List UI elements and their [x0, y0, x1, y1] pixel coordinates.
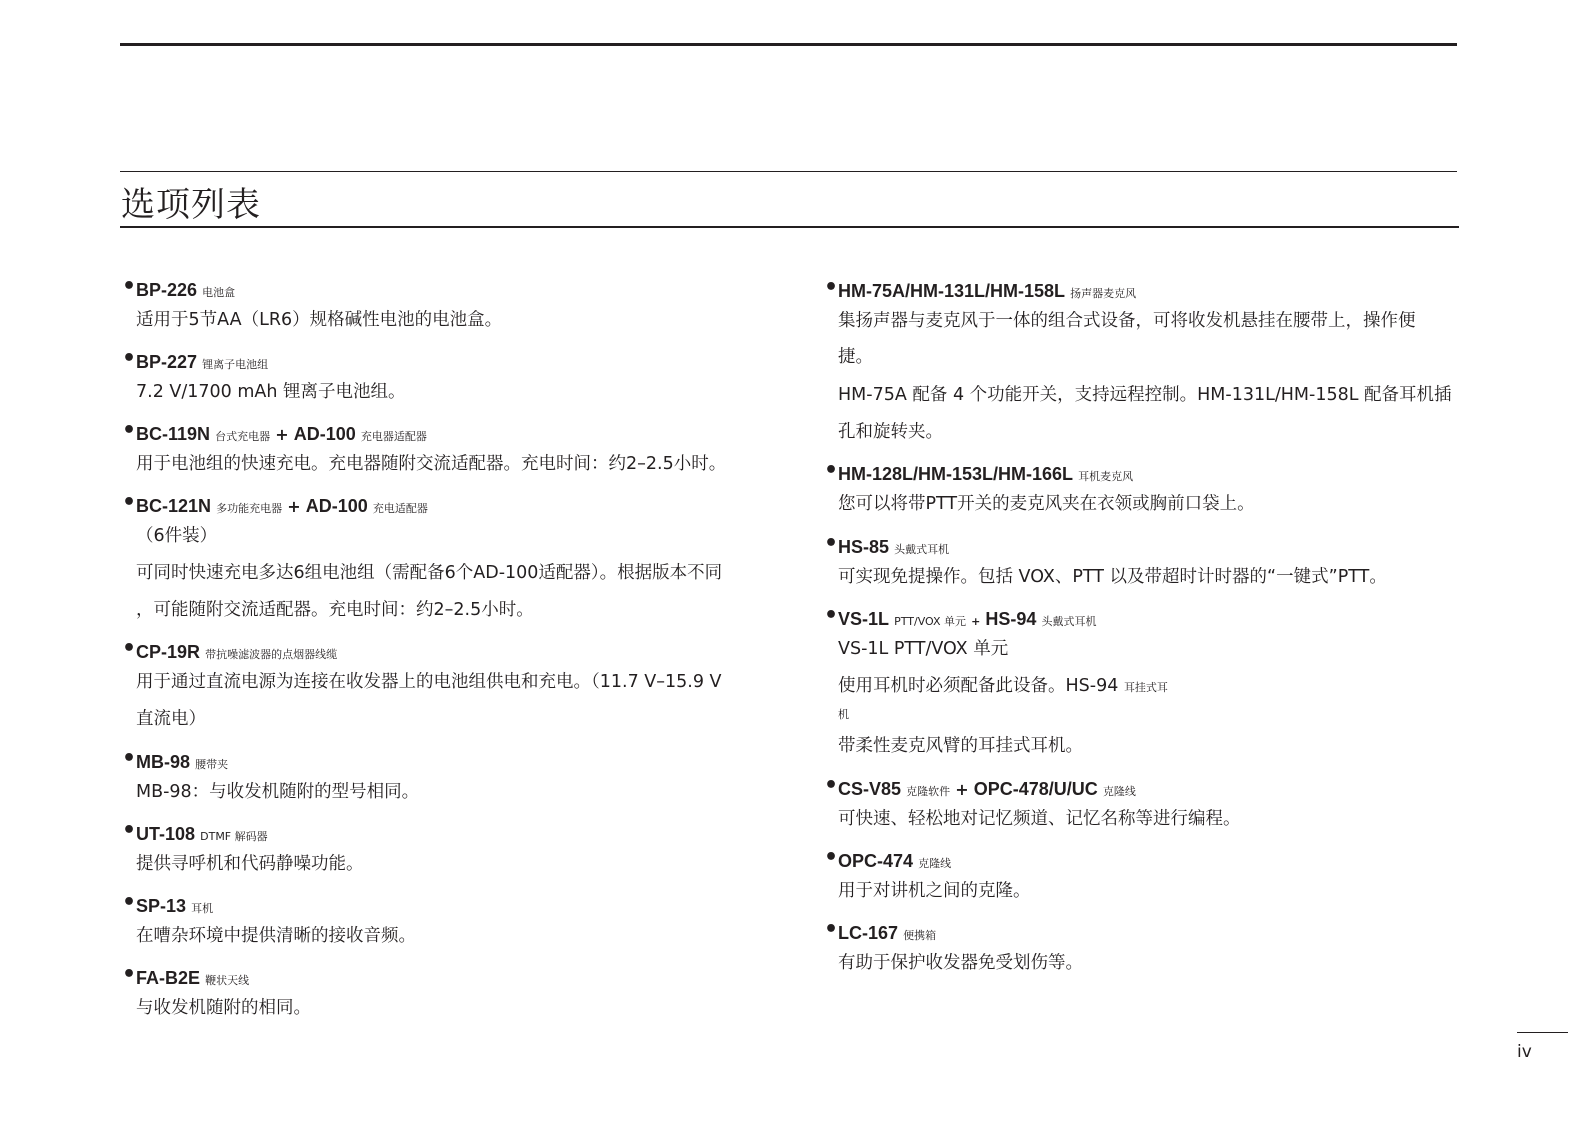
item-text: 您可以将带PTT开关的麦克风夹在衣领或胸前口袋上。 [838, 494, 1255, 514]
item-text: 用于电池组的快速充电。充电器随附交流适配器。充电时间：约2–2.5小时。 [136, 454, 727, 474]
item-text: 集扬声器与麦克风于一体的组合式设备，可将收发机悬挂在腰带上，操作便 [838, 311, 1416, 331]
item-text: 可快速、轻松地对记忆频道、记忆名称等进行编程。 [838, 809, 1241, 829]
model-description: 多功能充电器 [216, 502, 283, 515]
item-heading [136, 750, 228, 774]
model-name: LC-167 [838, 923, 899, 943]
item-text: VS-1L PTT/VOX 单元 [838, 639, 1009, 659]
item-text: ，可能随附交流适配器。充电时间：约2–2.5小时。 [136, 600, 534, 620]
model-name: CS-V85 [838, 779, 902, 799]
item-heading [838, 535, 949, 559]
item-text: 机 [838, 708, 849, 721]
item-text-main: 使用耳机时必须配备此设备。HS-94 [838, 676, 1119, 696]
plus-sign: + [971, 615, 981, 628]
bullet: • [122, 490, 137, 515]
plus-sign: + [955, 780, 969, 799]
plus-sign: + [275, 425, 289, 444]
bullet: • [824, 603, 839, 628]
model-description: 克隆线 [918, 857, 952, 870]
bullet: • [824, 531, 839, 556]
model-description: 克隆线 [1102, 785, 1136, 798]
item-heading [136, 494, 428, 518]
model-description: 带抗噪滤波器的点烟器线缆 [205, 648, 338, 661]
bullet: • [122, 962, 137, 987]
bullet: • [824, 275, 839, 300]
model-name: HS-94 [985, 609, 1037, 629]
model-description: DTMF 解码器 [200, 830, 268, 843]
model-name: AD-100 [305, 496, 368, 516]
bullet: • [122, 418, 137, 443]
model-name: OPC-474 [838, 851, 914, 871]
item-text: HM-75A 配备 4 个功能开关，支持远程控制。HM-131L/HM-158L 配备耳机插 [838, 385, 1452, 405]
bullet: • [122, 890, 137, 915]
model-name: HM-75A/HM-131L/HM-158L [838, 281, 1066, 301]
model-description: 耳机 [191, 902, 214, 915]
model-name: HM-128L/HM-153L/HM-166L [838, 464, 1074, 484]
title-bottom-rule [120, 226, 1459, 228]
model-name: UT-108 [136, 824, 196, 844]
model-name: AD-100 [293, 424, 356, 444]
item-heading [838, 462, 1133, 486]
model-description: 克隆软件 [906, 785, 951, 798]
model-description: 便携箱 [903, 929, 937, 942]
item-text: 与收发机随附的相同。 [136, 998, 311, 1018]
item-heading [838, 849, 951, 873]
model-name: SP-13 [136, 896, 187, 916]
bullet: • [824, 845, 839, 870]
item-text: 提供寻呼机和代码静噪功能。 [136, 854, 364, 874]
item-heading [838, 921, 936, 945]
title-top-rule [120, 171, 1457, 172]
item-heading [136, 350, 268, 374]
model-name: MB-98 [136, 752, 191, 772]
item-heading [136, 278, 235, 302]
item-heading [136, 966, 249, 990]
model-name: CP-19R [136, 642, 201, 662]
bullet: • [824, 458, 839, 483]
model-description: 头戴式耳机 [894, 543, 950, 556]
item-text: 孔和旋转夹。 [838, 422, 943, 442]
model-name: BP-227 [136, 352, 198, 372]
bullet: • [122, 746, 137, 771]
item-text: 直流电） [136, 709, 206, 729]
item-heading [838, 279, 1136, 303]
model-description: 电池盒 [202, 286, 236, 299]
model-name: VS-1L [838, 609, 890, 629]
model-name: BC-119N [136, 424, 211, 444]
page-title: 选项列表 [121, 185, 261, 225]
model-description: 台式充电器 [215, 430, 271, 443]
bullet: • [824, 773, 839, 798]
item-text: 可同时快速充电多达6组电池组（需配备6个AD-100适配器）。根据版本不同 [136, 563, 723, 583]
model-description: 耳机麦克风 [1078, 470, 1134, 483]
item-text: 捷。 [838, 347, 873, 367]
page-number: iv [1517, 1042, 1532, 1062]
model-description: PTT/VOX 单元 [894, 615, 967, 628]
bullet: • [122, 274, 137, 299]
item-text-small: 耳挂式耳 [1123, 681, 1168, 694]
model-description: 扬声器麦克风 [1070, 287, 1137, 300]
item-text: 可实现免提操作。包括 VOX、PTT 以及带超时计时器的“一键式”PTT。 [838, 567, 1387, 587]
plus-sign: + [287, 497, 301, 516]
model-description: 充电器适配器 [360, 430, 427, 443]
bullet: • [122, 818, 137, 843]
item-text: （6件装） [136, 526, 218, 546]
page-number-rule [1517, 1032, 1568, 1033]
top-rule [120, 43, 1457, 46]
item-heading [838, 607, 1097, 631]
item-text: 适用于5节AA（LR6）规格碱性电池的电池盒。 [136, 310, 503, 330]
item-text [838, 674, 1168, 700]
bullet: • [122, 636, 137, 661]
item-heading [136, 640, 337, 664]
model-description: 锂离子电池组 [202, 358, 269, 371]
model-name: BP-226 [136, 280, 198, 300]
bullet: • [122, 346, 137, 371]
model-description: 腰带夹 [195, 758, 229, 771]
model-description: 鞭状天线 [205, 974, 250, 987]
model-description: 头戴式耳机 [1041, 615, 1097, 628]
item-heading [136, 894, 213, 918]
model-name: FA-B2E [136, 968, 201, 988]
item-heading [136, 422, 427, 446]
item-text: 用于通过直流电源为连接在收发器上的电池组供电和充电。（11.7 V–15.9 V [136, 672, 722, 692]
item-text: 在嘈杂环境中提供清晰的接收音频。 [136, 926, 416, 946]
model-name: BC-121N [136, 496, 212, 516]
item-text: 带柔性麦克风臂的耳挂式耳机。 [838, 736, 1083, 756]
model-description: 充电适配器 [372, 502, 428, 515]
item-text: 用于对讲机之间的克隆。 [838, 881, 1031, 901]
item-text: 有助于保护收发器免受划伤等。 [838, 953, 1083, 973]
item-text: 7.2 V/1700 mAh 锂离子电池组。 [136, 382, 406, 402]
model-name: HS-85 [838, 537, 890, 557]
item-text: MB-98：与收发机随附的型号相同。 [136, 782, 420, 802]
model-name: OPC-478/U/UC [973, 779, 1098, 799]
item-heading [136, 822, 268, 846]
bullet: • [824, 917, 839, 942]
item-heading [838, 777, 1136, 801]
